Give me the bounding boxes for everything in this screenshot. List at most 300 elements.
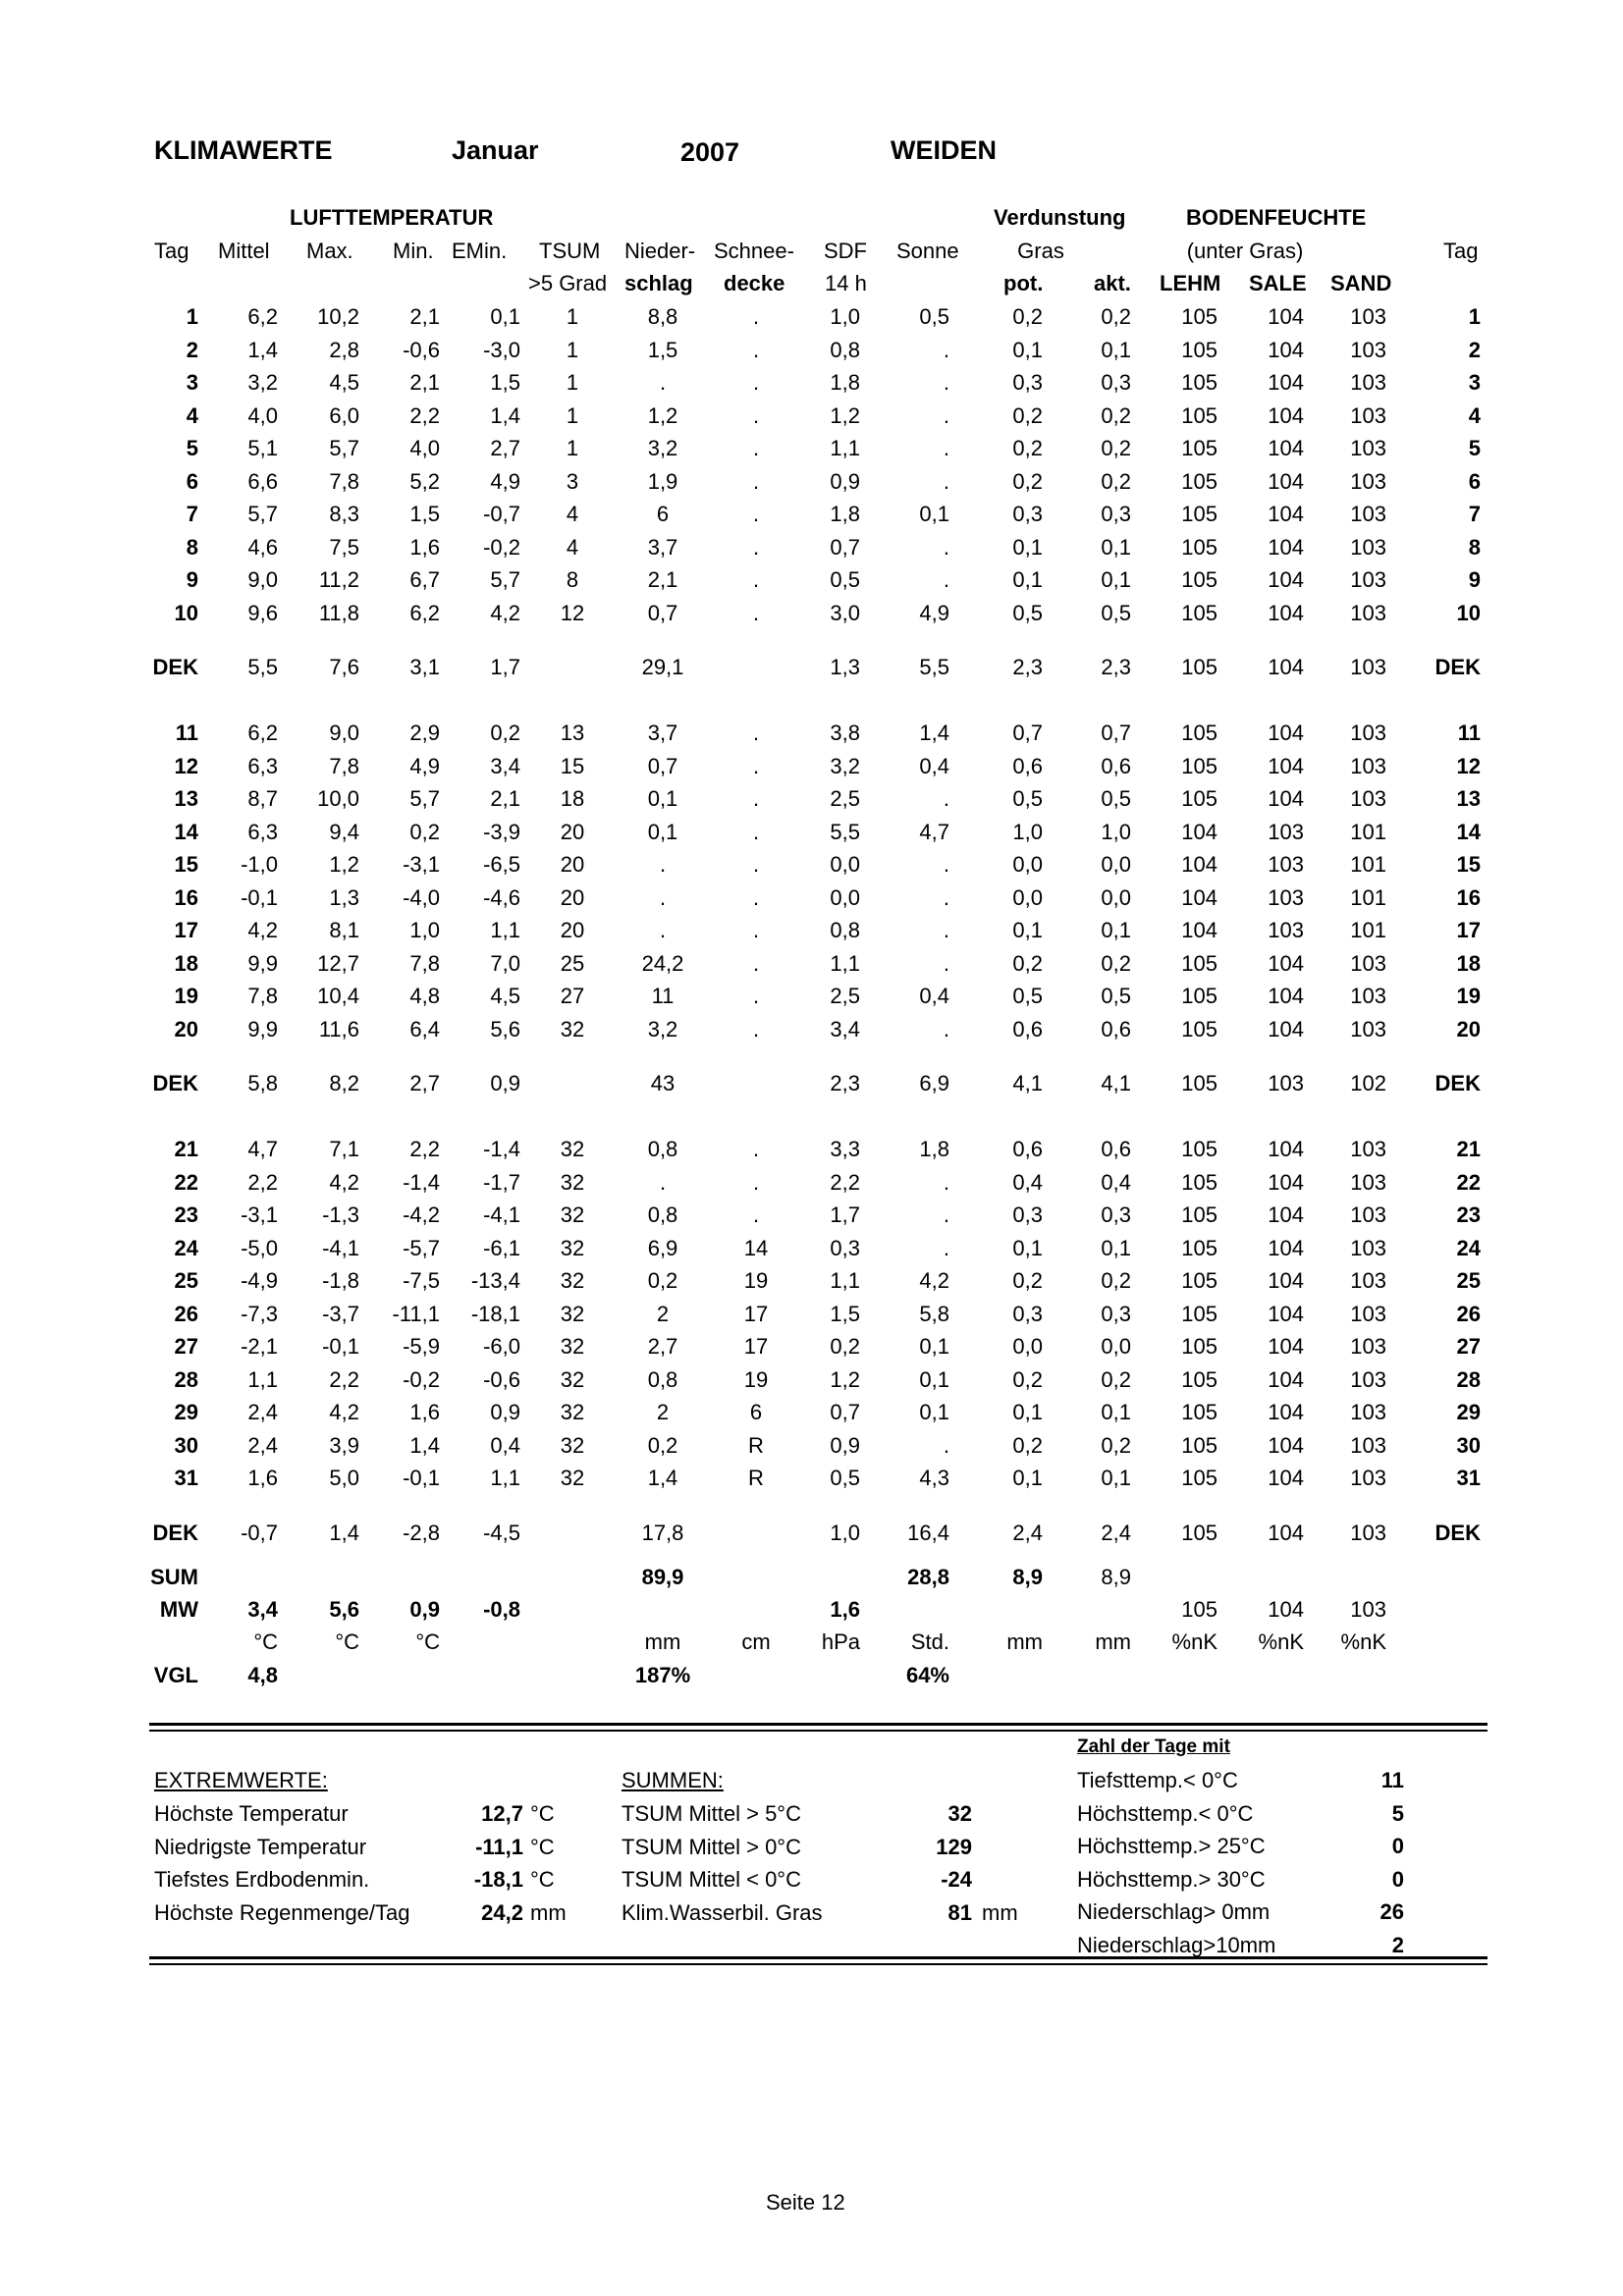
row-day-label: 23 bbox=[174, 1202, 198, 1227]
table-cell: 0,2 bbox=[1101, 436, 1131, 460]
row-day-label-right: 2 bbox=[1468, 337, 1481, 362]
sum-label: TSUM Mittel > 5°C bbox=[622, 1801, 801, 1826]
days-label: Niederschlag> 0mm bbox=[1077, 1899, 1271, 1924]
table-cell: 0,1 bbox=[647, 819, 678, 844]
row-day-label-right: 8 bbox=[1468, 534, 1481, 560]
days-value: 2 bbox=[1391, 1932, 1404, 1957]
table-cell: 4,9 bbox=[409, 753, 440, 778]
table-cell: 1,1 bbox=[490, 1466, 520, 1490]
table-cell: 43 bbox=[650, 1071, 676, 1095]
table-cell: 3,2 bbox=[247, 370, 278, 395]
table-cell: 2,8 bbox=[329, 337, 359, 362]
table-cell: 1,0 bbox=[1012, 819, 1043, 844]
table-cell: 105 bbox=[1181, 1466, 1217, 1490]
table-cell: 0,1 bbox=[1012, 1400, 1043, 1424]
table-cell: 105 bbox=[1181, 502, 1217, 526]
days-value: 0 bbox=[1391, 1866, 1404, 1892]
header-col-8: SDF bbox=[824, 239, 867, 263]
header-sub-6: LEHM bbox=[1160, 271, 1221, 295]
summary-units-cell: mm bbox=[1095, 1629, 1131, 1654]
days-value: 26 bbox=[1380, 1899, 1404, 1924]
extreme-unit: °C bbox=[530, 1867, 555, 1892]
row-day-label: 3 bbox=[186, 370, 198, 395]
table-cell: 0,3 bbox=[1101, 1301, 1131, 1326]
table-cell: . bbox=[752, 1016, 760, 1041]
table-cell: 0,1 bbox=[919, 1366, 949, 1392]
table-cell: 105 bbox=[1181, 1016, 1217, 1041]
table-cell: 5,6 bbox=[490, 1016, 520, 1041]
table-cell: 3,2 bbox=[647, 1016, 678, 1041]
table-cell: 12,7 bbox=[317, 950, 359, 976]
table-cell: 0,2 bbox=[1012, 1268, 1043, 1293]
row-day-label: 25 bbox=[174, 1268, 198, 1293]
table-cell: 2,1 bbox=[647, 567, 678, 592]
row-day-label: 7 bbox=[186, 502, 198, 526]
table-cell: 32 bbox=[560, 1137, 585, 1161]
row-day-label-right: 9 bbox=[1468, 567, 1481, 592]
row-day-label: 13 bbox=[174, 786, 198, 811]
summary-units-cell: Std. bbox=[910, 1629, 949, 1654]
table-cell: 4,7 bbox=[919, 819, 949, 844]
table-cell: 32 bbox=[560, 1432, 585, 1458]
table-cell: 0,7 bbox=[1101, 721, 1131, 745]
table-cell: 1,3 bbox=[329, 884, 359, 910]
table-cell: 1,6 bbox=[247, 1466, 278, 1490]
table-cell: 104 bbox=[1181, 852, 1217, 877]
table-cell: 0,9 bbox=[830, 468, 860, 494]
table-cell: 103 bbox=[1350, 1268, 1386, 1293]
title-year: 2007 bbox=[680, 137, 740, 167]
table-cell: . bbox=[943, 436, 949, 460]
table-cell: 6,9 bbox=[647, 1235, 678, 1260]
row-day-label-right: 29 bbox=[1456, 1400, 1481, 1424]
divider-rule bbox=[149, 1956, 1488, 1959]
row-day-label-right: 19 bbox=[1456, 984, 1481, 1008]
table-cell: 5,7 bbox=[409, 786, 440, 811]
table-cell: 104 bbox=[1268, 1334, 1304, 1359]
table-cell: 0,4 bbox=[919, 984, 949, 1008]
table-cell: 1,5 bbox=[647, 337, 678, 362]
days-label: Höchsttemp.< 0°C bbox=[1077, 1800, 1254, 1826]
table-cell: 27 bbox=[560, 984, 585, 1008]
table-cell: 103 bbox=[1350, 655, 1386, 679]
table-cell: 11 bbox=[651, 984, 675, 1008]
table-cell: 4 bbox=[566, 502, 579, 526]
table-cell: 0,7 bbox=[830, 534, 860, 560]
table-cell: 2,3 bbox=[1101, 655, 1131, 679]
row-day-label-right: 4 bbox=[1468, 402, 1481, 428]
table-cell: 103 bbox=[1350, 753, 1386, 778]
header-col-5: TSUM bbox=[539, 239, 601, 263]
row-day-label-right: 15 bbox=[1456, 852, 1481, 877]
table-cell: 1 bbox=[566, 304, 579, 329]
days-value: 11 bbox=[1380, 1768, 1404, 1792]
table-cell: . bbox=[752, 984, 760, 1008]
header-sub-5: akt. bbox=[1094, 271, 1131, 295]
table-cell: 5,7 bbox=[490, 567, 520, 592]
table-cell: 0,5 bbox=[830, 1466, 860, 1490]
table-cell: 15 bbox=[560, 753, 585, 778]
table-cell: 0,9 bbox=[490, 1071, 520, 1095]
summary-sum-cell: 8,9 bbox=[1012, 1564, 1043, 1589]
table-cell: 0,6 bbox=[1012, 753, 1043, 778]
table-cell: 104 bbox=[1268, 1235, 1304, 1260]
row-day-label-right: 3 bbox=[1468, 370, 1481, 395]
table-cell: 0,2 bbox=[1101, 468, 1131, 494]
table-cell: 1,9 bbox=[647, 468, 678, 494]
table-cell: 0,4 bbox=[919, 753, 949, 778]
table-cell: 0,2 bbox=[647, 1268, 678, 1293]
table-cell: . bbox=[752, 600, 760, 625]
table-cell: 101 bbox=[1350, 884, 1386, 910]
row-day-label: DEK bbox=[152, 655, 198, 679]
table-cell: . bbox=[752, 436, 760, 460]
table-cell: 0,6 bbox=[1101, 753, 1131, 778]
table-cell: 4,0 bbox=[247, 402, 278, 428]
table-cell: 8,1 bbox=[329, 918, 359, 942]
table-cell: 105 bbox=[1181, 600, 1217, 625]
row-day-label: 22 bbox=[174, 1169, 198, 1195]
table-cell: 1 bbox=[566, 436, 579, 460]
summary-units-cell: mm bbox=[1006, 1629, 1043, 1654]
table-cell: 105 bbox=[1181, 1268, 1217, 1293]
summary-sum-cell: 8,9 bbox=[1101, 1564, 1131, 1589]
table-cell: 5,5 bbox=[919, 655, 949, 679]
table-cell: 7,6 bbox=[329, 655, 359, 679]
table-cell: 105 bbox=[1181, 753, 1217, 778]
table-cell: -3,1 bbox=[241, 1202, 278, 1227]
table-cell: 7,0 bbox=[490, 950, 520, 976]
summary-mw-cell: -0,8 bbox=[483, 1596, 520, 1622]
table-cell: 3,4 bbox=[830, 1016, 860, 1041]
table-cell: 2,3 bbox=[830, 1071, 860, 1095]
table-cell: . bbox=[943, 950, 949, 976]
table-cell: -13,4 bbox=[470, 1268, 520, 1293]
table-cell: 7,1 bbox=[329, 1137, 359, 1161]
header-sub-2: decke bbox=[724, 271, 785, 295]
table-cell: 4,5 bbox=[490, 984, 520, 1008]
table-cell: 0,8 bbox=[830, 337, 860, 362]
table-cell: 4,9 bbox=[490, 468, 520, 494]
header-col-1: Mittel bbox=[218, 239, 270, 263]
summary-mw-cell: 104 bbox=[1268, 1596, 1304, 1622]
header-sub-8: SAND bbox=[1330, 271, 1392, 295]
table-cell: -6,1 bbox=[483, 1235, 520, 1260]
table-cell: 3,2 bbox=[830, 753, 860, 778]
table-cell: . bbox=[752, 468, 760, 494]
table-cell: 0,6 bbox=[1101, 1137, 1131, 1161]
table-cell: 4,7 bbox=[247, 1137, 278, 1161]
table-cell: 6 bbox=[749, 1400, 763, 1424]
table-cell: -2,8 bbox=[403, 1520, 440, 1545]
table-cell: 1,8 bbox=[919, 1137, 949, 1161]
summary-units-cell: cm bbox=[741, 1629, 771, 1654]
table-cell: 0,5 bbox=[1101, 600, 1131, 625]
table-cell: 0,1 bbox=[1012, 337, 1043, 362]
table-cell: 103 bbox=[1350, 304, 1386, 329]
table-cell: . bbox=[943, 370, 949, 395]
header-bodenfeuchte: BODENFEUCHTE bbox=[1186, 205, 1367, 230]
table-cell: 1,2 bbox=[830, 402, 860, 428]
summary-sum-cell: SUM bbox=[150, 1564, 198, 1589]
table-cell: 3,0 bbox=[830, 600, 860, 625]
table-cell: 0,3 bbox=[1101, 370, 1131, 395]
table-cell: -5,0 bbox=[241, 1235, 278, 1260]
divider-rule bbox=[149, 1963, 1488, 1965]
table-cell: 4,2 bbox=[329, 1400, 359, 1424]
table-cell: . bbox=[659, 884, 667, 910]
table-cell: 104 bbox=[1268, 502, 1304, 526]
table-cell: 9,9 bbox=[247, 1016, 278, 1041]
table-cell: 105 bbox=[1181, 1301, 1217, 1326]
row-day-label: DEK bbox=[152, 1071, 198, 1095]
table-cell: 0,4 bbox=[490, 1432, 520, 1458]
table-cell: 2,9 bbox=[409, 721, 440, 745]
table-cell: -11,1 bbox=[392, 1301, 440, 1326]
table-cell: 6,2 bbox=[247, 721, 278, 745]
table-cell: 104 bbox=[1268, 1202, 1304, 1227]
table-cell: 0,5 bbox=[919, 304, 949, 329]
table-cell: 19 bbox=[743, 1268, 769, 1293]
table-cell: 103 bbox=[1350, 337, 1386, 362]
table-cell: 0,3 bbox=[1012, 1202, 1043, 1227]
table-cell: 2 bbox=[656, 1301, 670, 1326]
table-cell: 2,5 bbox=[830, 984, 860, 1008]
table-cell: 7,8 bbox=[409, 950, 440, 976]
header-col-2: Max. bbox=[306, 239, 353, 263]
table-cell: 1,6 bbox=[409, 1400, 440, 1424]
table-cell: 6,3 bbox=[247, 819, 278, 844]
table-cell: -7,3 bbox=[241, 1301, 278, 1326]
table-cell: 0,1 bbox=[1012, 534, 1043, 560]
table-cell: 104 bbox=[1268, 436, 1304, 460]
table-cell: 0,7 bbox=[647, 753, 678, 778]
sum-label: TSUM Mittel < 0°C bbox=[622, 1867, 801, 1892]
table-cell: 2,7 bbox=[490, 436, 520, 460]
table-cell: 103 bbox=[1350, 1432, 1386, 1458]
row-day-label: 18 bbox=[174, 950, 198, 976]
table-cell: 9,4 bbox=[329, 819, 359, 844]
table-cell: 104 bbox=[1268, 1016, 1304, 1041]
summary-units-cell: hPa bbox=[821, 1629, 860, 1654]
table-cell: 1,4 bbox=[247, 337, 278, 362]
table-cell: 0,3 bbox=[1012, 502, 1043, 526]
table-cell: . bbox=[659, 1169, 667, 1195]
extreme-value: -18,1 bbox=[473, 1867, 523, 1892]
table-cell: 0,2 bbox=[1101, 1366, 1131, 1392]
table-cell: 0,8 bbox=[830, 918, 860, 942]
header-lufttemperatur: LUFTTEMPERATUR bbox=[290, 205, 494, 230]
header-sub-7: SALE bbox=[1249, 271, 1307, 295]
extreme-unit: °C bbox=[530, 1801, 555, 1826]
header-col-4: EMin. bbox=[452, 239, 508, 263]
table-cell: . bbox=[752, 819, 760, 844]
header-sub-4: pot. bbox=[1003, 271, 1044, 295]
table-cell: 103 bbox=[1350, 1466, 1386, 1490]
header-col-0: Tag bbox=[154, 239, 189, 263]
table-cell: 104 bbox=[1268, 786, 1304, 811]
table-cell: 103 bbox=[1350, 402, 1386, 428]
extreme-value: 12,7 bbox=[481, 1801, 523, 1826]
table-cell: 2,4 bbox=[247, 1400, 278, 1424]
table-cell: 0,2 bbox=[1012, 304, 1043, 329]
table-cell: 5,5 bbox=[830, 819, 860, 844]
table-cell: 2,7 bbox=[647, 1334, 678, 1359]
table-cell: . bbox=[943, 1235, 949, 1260]
table-cell: 0,1 bbox=[490, 304, 520, 329]
table-cell: 7,8 bbox=[329, 753, 359, 778]
days-label: Höchsttemp.> 25°C bbox=[1077, 1834, 1266, 1858]
table-cell: 105 bbox=[1181, 1169, 1217, 1195]
row-day-label: 14 bbox=[174, 819, 198, 844]
table-cell: 104 bbox=[1268, 1366, 1304, 1392]
table-cell: . bbox=[943, 1202, 949, 1227]
table-cell: 4,1 bbox=[1012, 1071, 1043, 1095]
table-cell: 0,1 bbox=[1101, 337, 1131, 362]
table-cell: 10,0 bbox=[317, 786, 359, 811]
table-cell: 0,1 bbox=[1012, 918, 1043, 942]
table-cell: 1 bbox=[566, 402, 579, 428]
table-cell: 2,4 bbox=[1012, 1520, 1043, 1545]
table-cell: 11,2 bbox=[318, 567, 359, 592]
table-cell: 0,2 bbox=[1101, 1268, 1131, 1293]
summary-units-cell: °C bbox=[415, 1629, 440, 1654]
table-cell: -3,1 bbox=[403, 852, 440, 877]
table-cell: . bbox=[752, 567, 760, 592]
table-cell: 0,3 bbox=[1101, 1202, 1131, 1227]
table-cell: 105 bbox=[1181, 370, 1217, 395]
row-day-label: 30 bbox=[174, 1432, 198, 1458]
table-cell: 2,2 bbox=[409, 1137, 440, 1161]
table-cell: -4,2 bbox=[403, 1202, 440, 1227]
table-cell: 103 bbox=[1350, 468, 1386, 494]
table-cell: -7,5 bbox=[403, 1268, 440, 1293]
table-cell: 4,2 bbox=[919, 1268, 949, 1293]
header-col-7: Schnee- bbox=[714, 239, 794, 263]
table-cell: 2,1 bbox=[490, 786, 520, 811]
table-cell: 2,4 bbox=[247, 1432, 278, 1458]
table-cell: 1,4 bbox=[647, 1466, 678, 1490]
row-day-label-right: 11 bbox=[1457, 721, 1481, 745]
table-cell: 32 bbox=[560, 1202, 585, 1227]
header-col-11: (unter Gras) bbox=[1186, 239, 1304, 263]
table-cell: . bbox=[943, 918, 949, 942]
summary-units-cell: °C bbox=[253, 1629, 278, 1654]
table-cell: -5,7 bbox=[403, 1235, 440, 1260]
row-day-label: 29 bbox=[174, 1400, 198, 1424]
table-cell: 103 bbox=[1350, 600, 1386, 625]
sum-value: -24 bbox=[941, 1867, 972, 1892]
table-cell: 32 bbox=[560, 1235, 585, 1260]
table-cell: 101 bbox=[1350, 852, 1386, 877]
row-day-label-right: DEK bbox=[1434, 1071, 1481, 1095]
table-cell: 6,2 bbox=[247, 304, 278, 329]
table-cell: 5,0 bbox=[329, 1466, 359, 1490]
days-label: Höchsttemp.> 30°C bbox=[1077, 1866, 1266, 1892]
table-cell: 0,7 bbox=[830, 1400, 860, 1424]
table-cell: -3,9 bbox=[483, 819, 520, 844]
table-cell: 11,8 bbox=[318, 600, 359, 625]
table-cell: -4,0 bbox=[403, 884, 440, 910]
row-day-label: 6 bbox=[186, 468, 198, 494]
table-cell: 24,2 bbox=[641, 950, 684, 976]
summary-sum-cell: 28,8 bbox=[907, 1564, 949, 1589]
table-cell: 6,4 bbox=[409, 1016, 440, 1041]
table-cell: 103 bbox=[1350, 436, 1386, 460]
row-day-label: 21 bbox=[174, 1137, 198, 1161]
table-cell: 32 bbox=[560, 1169, 585, 1195]
row-day-label-right: 25 bbox=[1456, 1268, 1481, 1293]
header-sub-3: 14 h bbox=[825, 271, 867, 295]
table-cell: 1,5 bbox=[409, 502, 440, 526]
row-day-label: 28 bbox=[174, 1366, 198, 1392]
title-label: KLIMAWERTE bbox=[154, 135, 333, 165]
table-cell: 1,0 bbox=[409, 918, 440, 942]
table-cell: 7,8 bbox=[329, 468, 359, 494]
table-cell: 6,9 bbox=[919, 1071, 949, 1095]
summary-sum-cell: 89,9 bbox=[641, 1564, 684, 1589]
table-cell: 1,7 bbox=[490, 655, 520, 679]
table-cell: 0,2 bbox=[1012, 950, 1043, 976]
row-day-label-right: 18 bbox=[1456, 950, 1481, 976]
table-cell: 105 bbox=[1181, 655, 1217, 679]
row-day-label: 9 bbox=[186, 567, 198, 592]
row-day-label-right: 30 bbox=[1456, 1432, 1481, 1458]
table-cell: 103 bbox=[1350, 1169, 1386, 1195]
table-cell: 1,6 bbox=[409, 534, 440, 560]
table-cell: 3,2 bbox=[647, 436, 678, 460]
row-day-label-right: 28 bbox=[1456, 1366, 1481, 1392]
table-cell: 103 bbox=[1350, 370, 1386, 395]
table-cell: . bbox=[752, 370, 760, 395]
table-cell: 103 bbox=[1350, 567, 1386, 592]
table-cell: -3,0 bbox=[483, 337, 520, 362]
table-cell: 1,4 bbox=[409, 1432, 440, 1458]
table-cell: 0,7 bbox=[647, 600, 678, 625]
sum-label: TSUM Mittel > 0°C bbox=[622, 1834, 801, 1859]
table-cell: 3 bbox=[566, 468, 579, 494]
extreme-label: Niedrigste Temperatur bbox=[154, 1834, 367, 1859]
table-cell: 104 bbox=[1268, 721, 1304, 745]
table-cell: 0,3 bbox=[830, 1235, 860, 1260]
table-cell: 0,2 bbox=[1012, 436, 1043, 460]
table-cell: 104 bbox=[1268, 304, 1304, 329]
table-cell: 29,1 bbox=[641, 655, 684, 679]
table-cell: 0,0 bbox=[1101, 1334, 1131, 1359]
header-col-6: Nieder- bbox=[624, 239, 696, 263]
table-cell: 1,2 bbox=[830, 1366, 860, 1392]
summary-mw-cell: 1,6 bbox=[830, 1596, 860, 1622]
table-cell: 2,1 bbox=[409, 370, 440, 395]
table-cell: 103 bbox=[1350, 502, 1386, 526]
table-cell: . bbox=[943, 402, 949, 428]
header-col-10: Gras bbox=[1017, 239, 1064, 263]
summary-units-cell: %nK bbox=[1340, 1629, 1386, 1654]
table-cell: . bbox=[752, 721, 760, 745]
table-cell: . bbox=[752, 786, 760, 811]
table-cell: . bbox=[943, 1016, 949, 1041]
table-cell: -0,1 bbox=[322, 1334, 359, 1359]
row-day-label: DEK bbox=[152, 1520, 198, 1545]
sum-unit: mm bbox=[982, 1899, 1018, 1925]
table-cell: 103 bbox=[1350, 1400, 1386, 1424]
table-cell: 0,1 bbox=[1012, 1466, 1043, 1490]
table-cell: 103 bbox=[1268, 918, 1304, 942]
table-cell: 0,2 bbox=[1012, 402, 1043, 428]
table-cell: 103 bbox=[1350, 1301, 1386, 1326]
table-cell: 5,8 bbox=[247, 1071, 278, 1095]
row-day-label: 27 bbox=[174, 1334, 198, 1359]
